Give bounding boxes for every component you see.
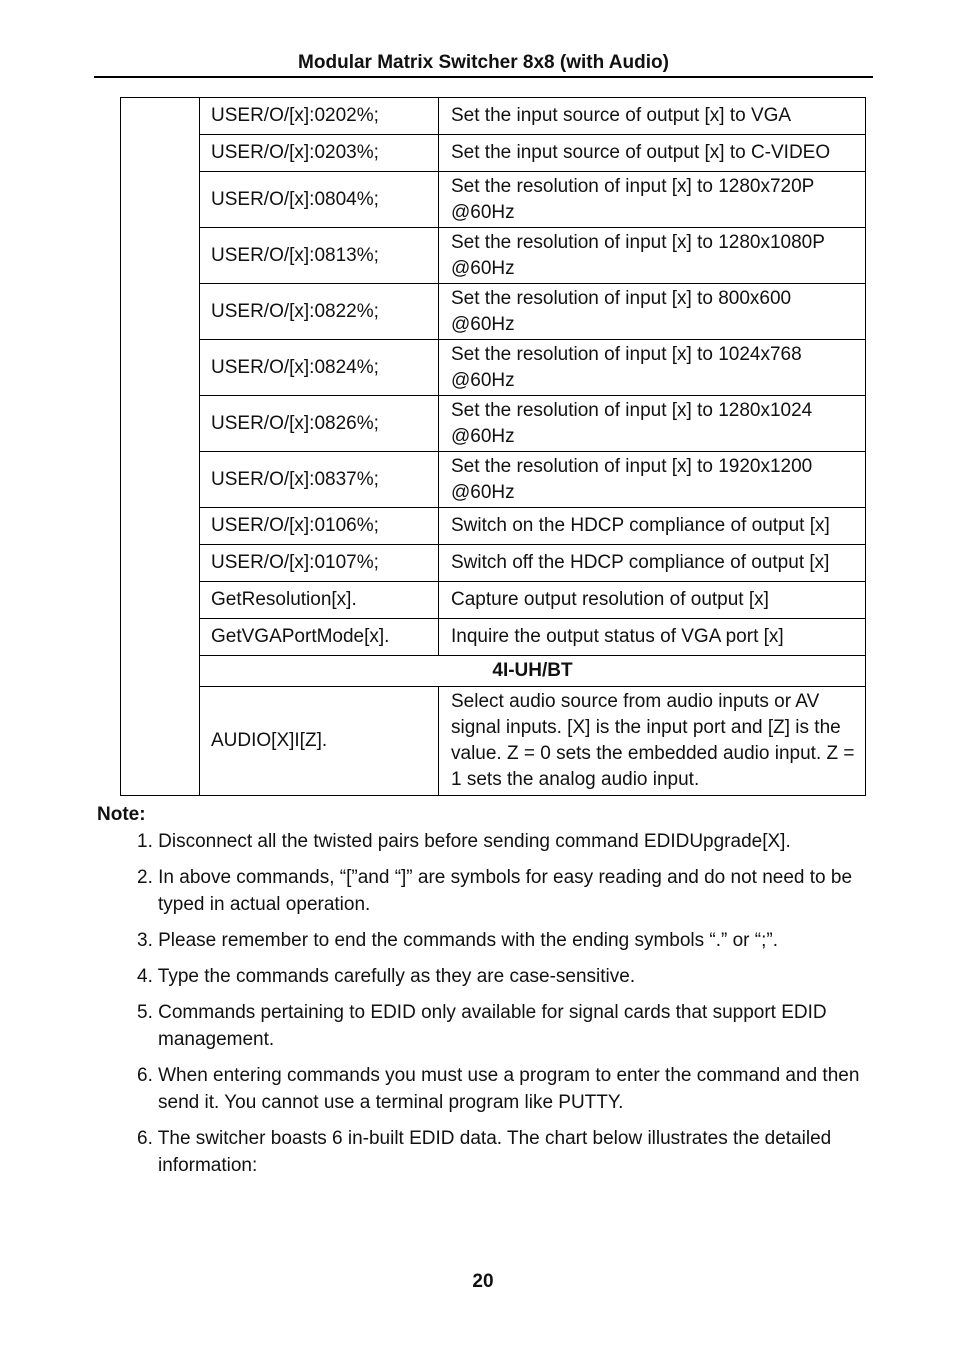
note-title: Note: <box>97 804 146 825</box>
table-row <box>121 452 866 508</box>
command-cell: USER/O/[x]:0824%; <box>200 340 439 396</box>
note-item: 6. When entering commands you must use a program to enter the command and then send it. You cannot use a terminal program like PUTTY. <box>137 1065 860 1113</box>
command-cell: GetVGAPortMode[x]. <box>200 619 439 656</box>
description-cell: Select audio source from audio inputs or AV signal inputs. [X] is the input port and [Z] is the value. Z = 0 sets the embedded audio input. Z = 1 sets the analog audio input. <box>439 687 866 796</box>
table-row <box>121 340 866 396</box>
table-row <box>121 508 866 545</box>
table-row <box>121 396 866 452</box>
command-cell: USER/O/[x]:0804%; <box>200 172 439 228</box>
description-cell: Switch off the HDCP compliance of output [x] <box>439 545 866 582</box>
description-cell: Capture output resolution of output [x] <box>439 582 866 619</box>
table-row <box>121 172 866 228</box>
note-item: 1. Disconnect all the twisted pairs before sending command EDIDUpgrade[X]. <box>137 831 791 852</box>
table-row <box>121 135 866 172</box>
description-cell: Set the resolution of input [x] to 1280x720P @60Hz <box>439 172 866 228</box>
note-item: 4. Type the commands carefully as they are case-sensitive. <box>137 966 636 987</box>
command-cell: USER/O/[x]:0837%; <box>200 452 439 508</box>
command-cell: USER/O/[x]:0826%; <box>200 396 439 452</box>
description-cell: Inquire the output status of VGA port [x] <box>439 619 866 656</box>
table-row <box>121 228 866 284</box>
command-cell: USER/O/[x]:0107%; <box>200 545 439 582</box>
command-cell: AUDIO[X]I[Z]. <box>200 687 439 796</box>
table-row <box>121 545 866 582</box>
table-row <box>121 619 866 656</box>
table-blank-column <box>121 98 200 796</box>
command-cell: USER/O/[x]:0813%; <box>200 228 439 284</box>
note-item: 5. Commands pertaining to EDID only available for signal cards that support EDID management. <box>137 1002 827 1050</box>
command-cell: GetResolution[x]. <box>200 582 439 619</box>
table-row <box>121 98 866 135</box>
command-cell: USER/O/[x]:0203%; <box>200 135 439 172</box>
note-item: 2. In above commands, “[”and “]” are symbols for easy reading and do not need to be typed in actual operation. <box>137 867 853 915</box>
section-heading: 4I-UH/BT <box>200 656 866 687</box>
table-row <box>121 687 866 796</box>
description-cell: Set the input source of output [x] to C-VIDEO <box>439 135 866 172</box>
page-header-title: Modular Matrix Switcher 8x8 (with Audio) <box>298 52 669 73</box>
description-cell: Set the input source of output [x] to VGA <box>439 98 866 135</box>
description-cell: Set the resolution of input [x] to 1024x768 @60Hz <box>439 340 866 396</box>
command-table <box>120 97 866 796</box>
description-cell: Switch on the HDCP compliance of output [x] <box>439 508 866 545</box>
description-cell: Set the resolution of input [x] to 1280x1080P @60Hz <box>439 228 866 284</box>
command-cell: USER/O/[x]:0822%; <box>200 284 439 340</box>
description-cell: Set the resolution of input [x] to 1920x1200 @60Hz <box>439 452 866 508</box>
table-section-row <box>121 656 866 687</box>
description-cell: Set the resolution of input [x] to 1280x1024 @60Hz <box>439 396 866 452</box>
table-row <box>121 582 866 619</box>
note-item: 3. Please remember to end the commands with the ending symbols “.” or “;”. <box>137 930 778 951</box>
header-rule <box>94 76 873 78</box>
page-number: 20 <box>472 1271 494 1292</box>
note-item: 6. The switcher boasts 6 in-built EDID data. The chart below illustrates the detailed information: <box>137 1128 832 1176</box>
notes-list <box>137 828 877 1188</box>
command-cell: USER/O/[x]:0106%; <box>200 508 439 545</box>
description-cell: Set the resolution of input [x] to 800x600 @60Hz <box>439 284 866 340</box>
table-row <box>121 284 866 340</box>
command-cell: USER/O/[x]:0202%; <box>200 98 439 135</box>
